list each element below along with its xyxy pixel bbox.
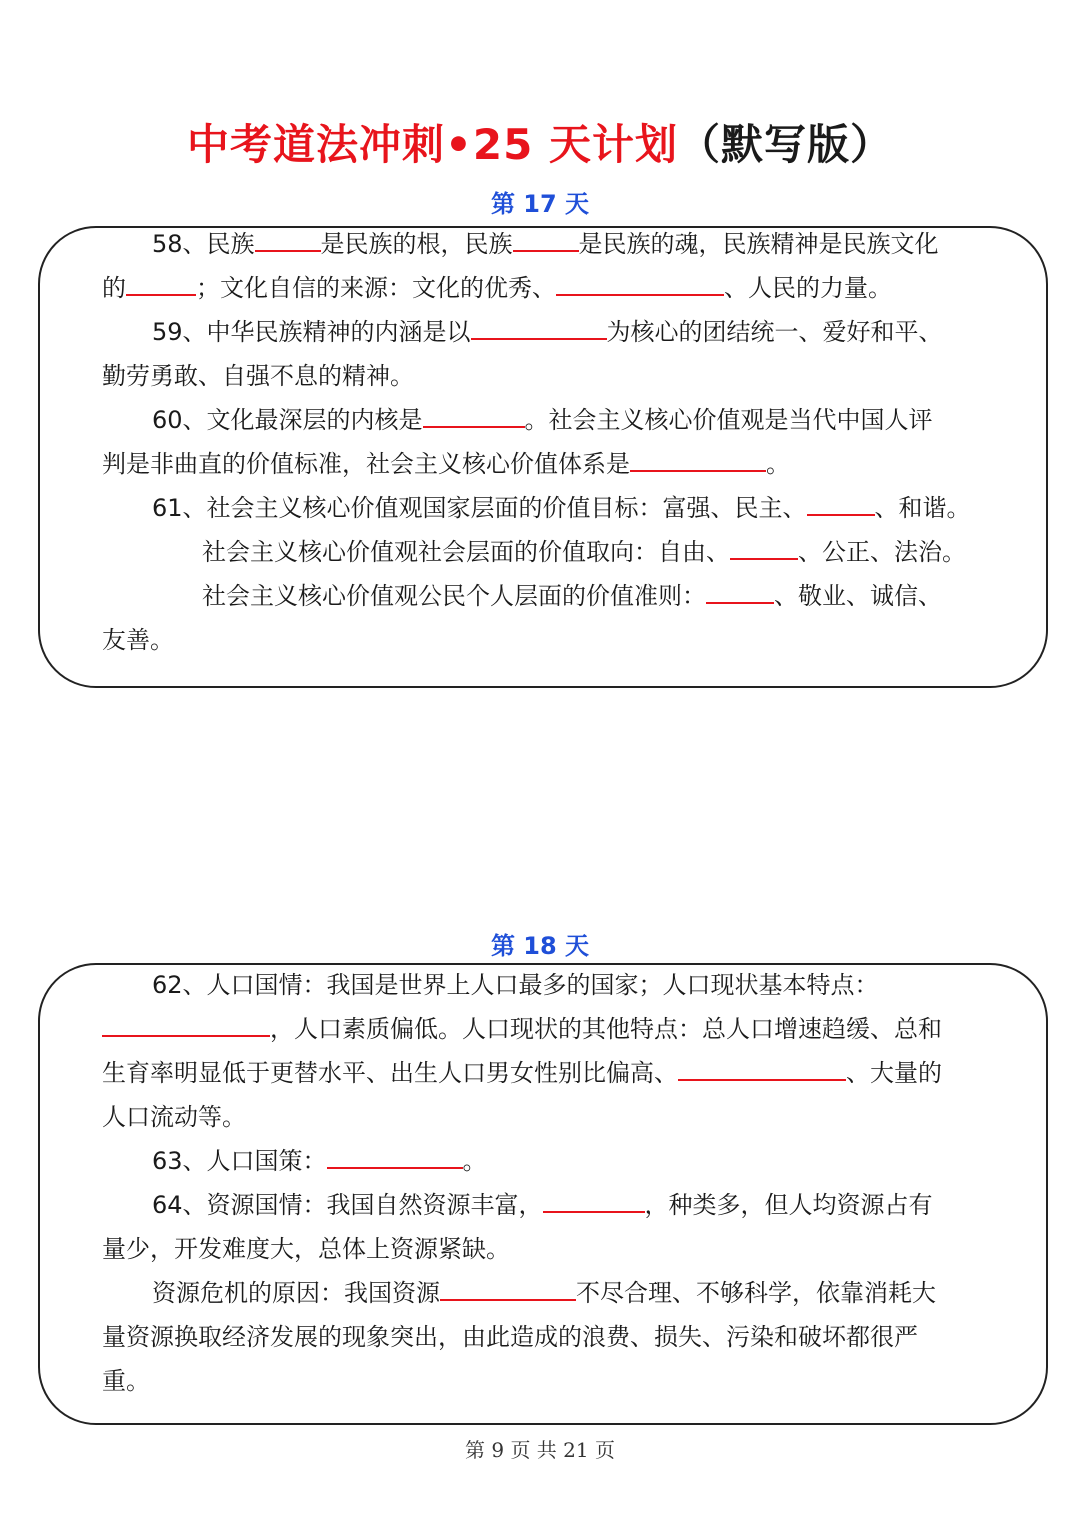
blank[interactable] bbox=[807, 486, 875, 516]
item-60-line-1: 60、文化最深层的内核是 。社会主义核心价值观是当代中国人评 bbox=[102, 398, 978, 442]
blank[interactable] bbox=[513, 222, 579, 252]
crisis-line-1: 资源危机的原因：我国资源 不尽合理、不够科学，依靠消耗大 bbox=[102, 1271, 978, 1315]
item-58-line-2: 的 ；文化自信的来源：文化的优秀、 、人民的力量。 bbox=[102, 266, 978, 310]
day-18-heading: 第 18 天 bbox=[490, 932, 590, 960]
blank[interactable] bbox=[440, 1271, 576, 1301]
item-62-line-4: 人口流动等。 bbox=[102, 1103, 246, 1131]
blank[interactable] bbox=[730, 530, 798, 560]
item-60-line-2: 判是非曲直的价值标准，社会主义核心价值体系是 。 bbox=[102, 442, 978, 486]
blank[interactable] bbox=[471, 310, 607, 340]
blank[interactable] bbox=[102, 1007, 270, 1037]
blank[interactable] bbox=[126, 266, 196, 296]
item-62-line-1: 62、人口国情：我国是世界上人口最多的国家；人口现状基本特点： bbox=[152, 971, 879, 999]
item-64-line-2: 量少，开发难度大，总体上资源紧缺。 bbox=[102, 1235, 510, 1263]
item-62-line-3: 生育率明显低于更替水平、出生人口男女性别比偏高、 、大量的 bbox=[102, 1051, 978, 1095]
page-footer: 第 9 页 共 21 页 bbox=[465, 1438, 615, 1462]
item-63-line-1: 63、人口国策： 。 bbox=[102, 1139, 978, 1183]
item-62-line-2: ，人口素质偏低。人口现状的其他特点：总人口增速趋缓、总和 bbox=[102, 1007, 978, 1051]
crisis-line-3: 重。 bbox=[102, 1367, 150, 1395]
blank[interactable] bbox=[556, 266, 724, 296]
item-59-line-2: 勤劳勇敢、自强不息的精神。 bbox=[102, 362, 414, 390]
blank[interactable] bbox=[543, 1183, 645, 1213]
day-17-heading: 第 17 天 bbox=[490, 190, 590, 218]
item-61-line-4: 友善。 bbox=[102, 626, 174, 654]
item-61-line-3: 社会主义核心价值观公民个人层面的价值准则： 、敬业、诚信、 bbox=[102, 574, 978, 618]
blank[interactable] bbox=[255, 222, 321, 252]
item-64-line-1: 64、资源国情：我国自然资源丰富， ，种类多，但人均资源占有 bbox=[102, 1183, 978, 1227]
item-61-line-1: 61、社会主义核心价值观国家层面的价值目标：富强、民主、 、和谐。 bbox=[102, 486, 978, 530]
blank[interactable] bbox=[678, 1051, 846, 1081]
title-suffix: （默写版） bbox=[677, 120, 893, 169]
item-61-line-2: 社会主义核心价值观社会层面的价值取向：自由、 、公正、法治。 bbox=[102, 530, 978, 574]
crisis-line-2: 量资源换取经济发展的现象突出，由此造成的浪费、损失、污染和破坏都很严 bbox=[102, 1323, 918, 1351]
title-main: 中考道法冲刺•25 天计划 bbox=[187, 120, 678, 169]
blank[interactable] bbox=[706, 574, 774, 604]
blank[interactable] bbox=[327, 1139, 463, 1169]
blank[interactable] bbox=[630, 442, 766, 472]
blank[interactable] bbox=[423, 398, 525, 428]
item-59-line-1: 59、中华民族精神的内涵是以 为核心的团结统一、爱好和平、 bbox=[102, 310, 978, 354]
page-title bbox=[0, 112, 1080, 172]
item-58-line-1: 58、民族 是民族的根，民族 是民族的魂，民族精神是民族文化 bbox=[102, 222, 978, 266]
